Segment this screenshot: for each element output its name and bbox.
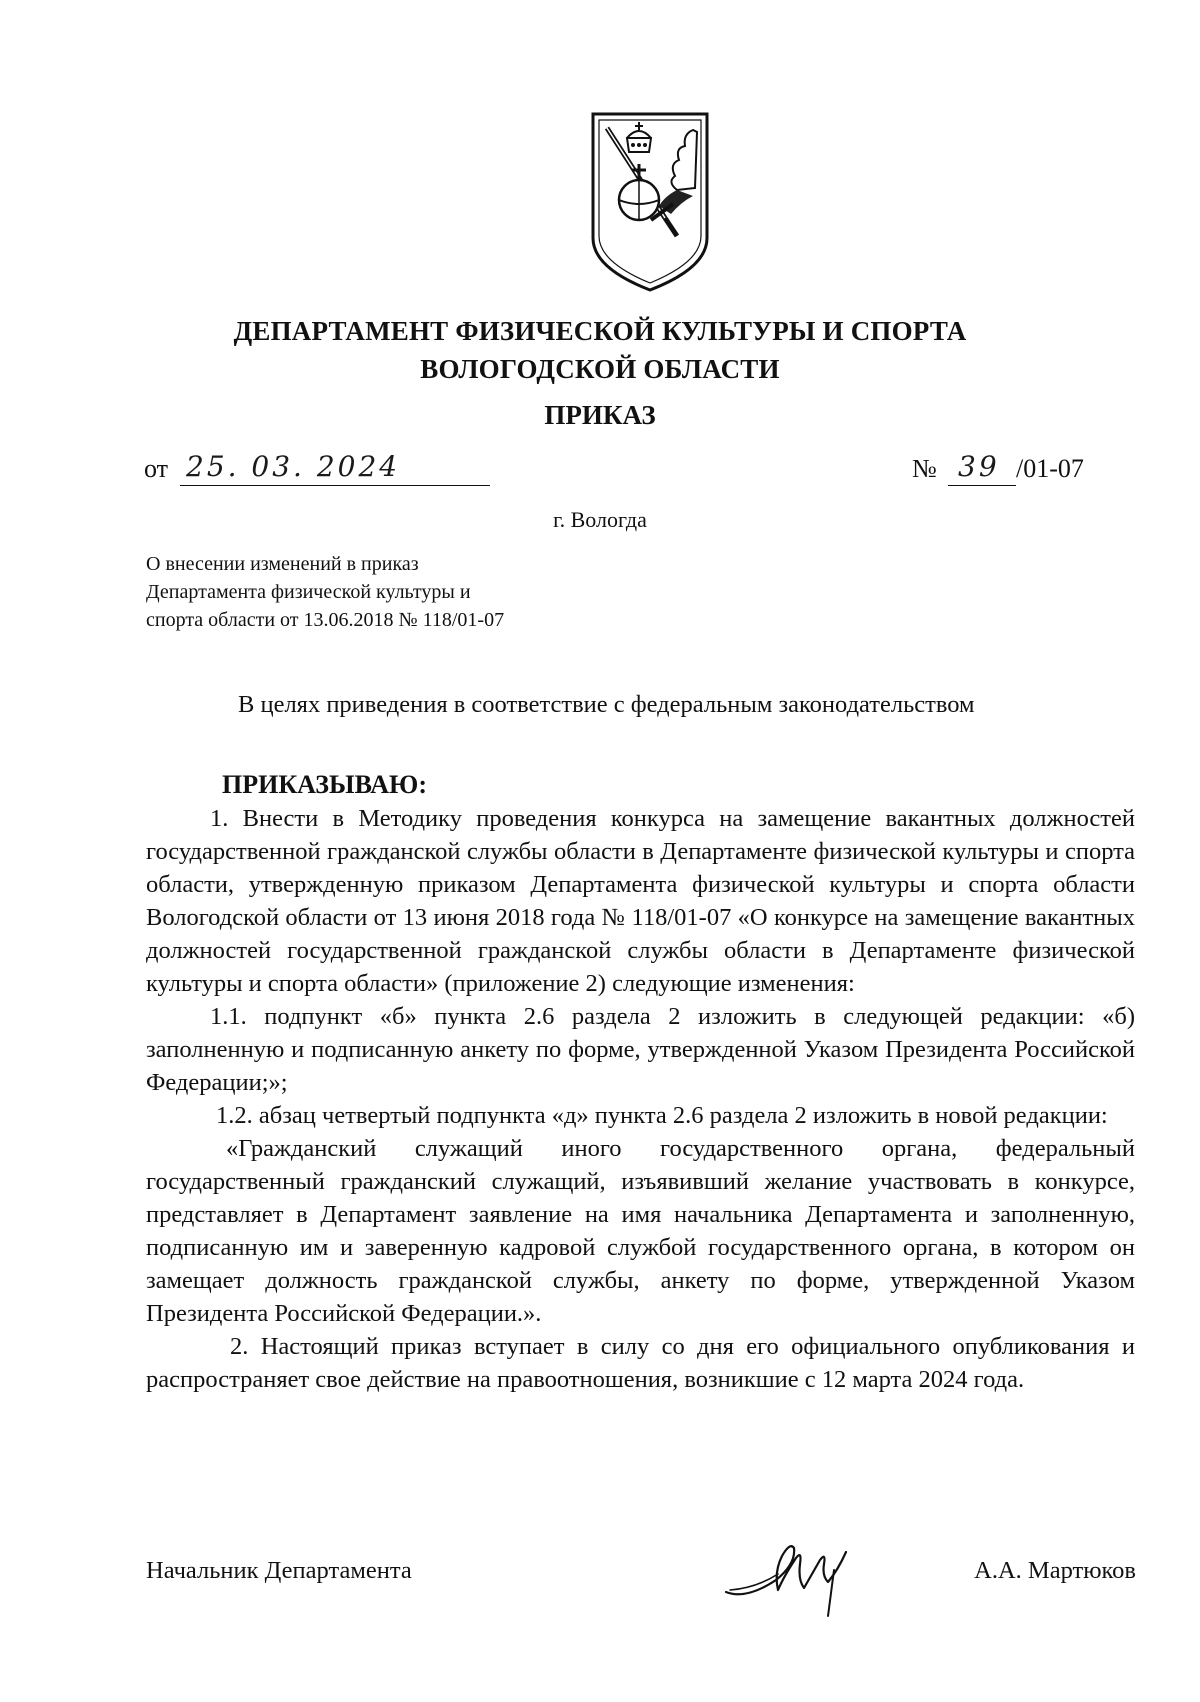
preamble: В целях приведения в соответствие с федеральным законодательством — [238, 691, 975, 718]
number-value: 39 — [958, 450, 1000, 483]
handwritten-signature-icon — [716, 1530, 866, 1620]
signature-row — [146, 1530, 1136, 1620]
body-text — [146, 802, 1135, 1396]
document-type: ПРИКАЗ — [544, 400, 656, 430]
paragraph-1-2: 1.2. абзац четвертый подпункта «д» пункта 2.6 раздела 2 изложить в новой редакции: — [216, 1102, 1108, 1129]
date-value: 25. 03. 2024 — [186, 450, 401, 483]
signer-position: Начальник Департамента — [146, 1557, 412, 1584]
number-underline — [948, 485, 1016, 486]
subject-line: спорта области от 13.06.2018 № 118/01-07 — [146, 609, 505, 631]
department-title — [150, 312, 1050, 388]
date-prefix: от — [144, 454, 169, 483]
date-underline — [180, 485, 490, 486]
paragraph-1-1: 1.1. подпункт «б» пункта 2.6 раздела 2 изложить в следующей редакции: «б) заполненную и подписанную анкету по форме, утвержденной Указом Президента Российской Федерации;»; — [146, 1003, 1135, 1096]
signer-name: А.А. Мартюков — [974, 1557, 1136, 1584]
number-field — [912, 452, 1112, 492]
subject-line: О внесении изменений в приказ — [146, 553, 419, 575]
subject-block — [146, 550, 606, 634]
city: г. Вологда — [553, 507, 647, 532]
number-prefix: № — [912, 454, 937, 483]
date-field — [144, 452, 494, 492]
paragraph-quote: «Гражданский служащий иного государственного органа, федеральный государственный гражданский служащий, изъявивший желание участвовать в конкурсе, представляет в Департамент заявление на имя начальника Департамента и заполненную, подписанную им и заверенную кадровой службой государственного органа, в котором он замещает должность гражданской службы, анкету по форме, утвержденной Указом Президента Российской Федерации.». — [146, 1135, 1135, 1327]
order-word: ПРИКАЗЫВАЮ: — [222, 770, 427, 799]
subject-line: Департамента физической культуры и — [146, 581, 471, 603]
paragraph-2: 2. Настоящий приказ вступает в силу со дня его официального опубликования и распространяет свое действие на правоотношения, возникшие с 12 марта 2024 года. — [146, 1333, 1135, 1393]
vologda-coat-of-arms-icon — [585, 108, 715, 293]
department-line-2: ВОЛОГОДСКОЙ ОБЛАСТИ — [420, 354, 780, 384]
paragraph-1: 1. Внести в Методику проведения конкурса на замещение вакантных должностей государственной гражданской службы области в Департаменте физической культуры и спорта области, утвержденную приказом Департамента физической культуры и спорта области Вологодской области от 13 июня 2018 года № 118/01-07 «О конкурсе на замещение вакантных должностей государственной гражданской службы области в Департаменте физической культуры и спорта области» (приложение 2) следующие изменения: — [146, 805, 1135, 997]
number-suffix: /01-07 — [1016, 454, 1084, 483]
department-line-1: ДЕПАРТАМЕНТ ФИЗИЧЕСКОЙ КУЛЬТУРЫ И СПОРТА — [233, 316, 967, 346]
